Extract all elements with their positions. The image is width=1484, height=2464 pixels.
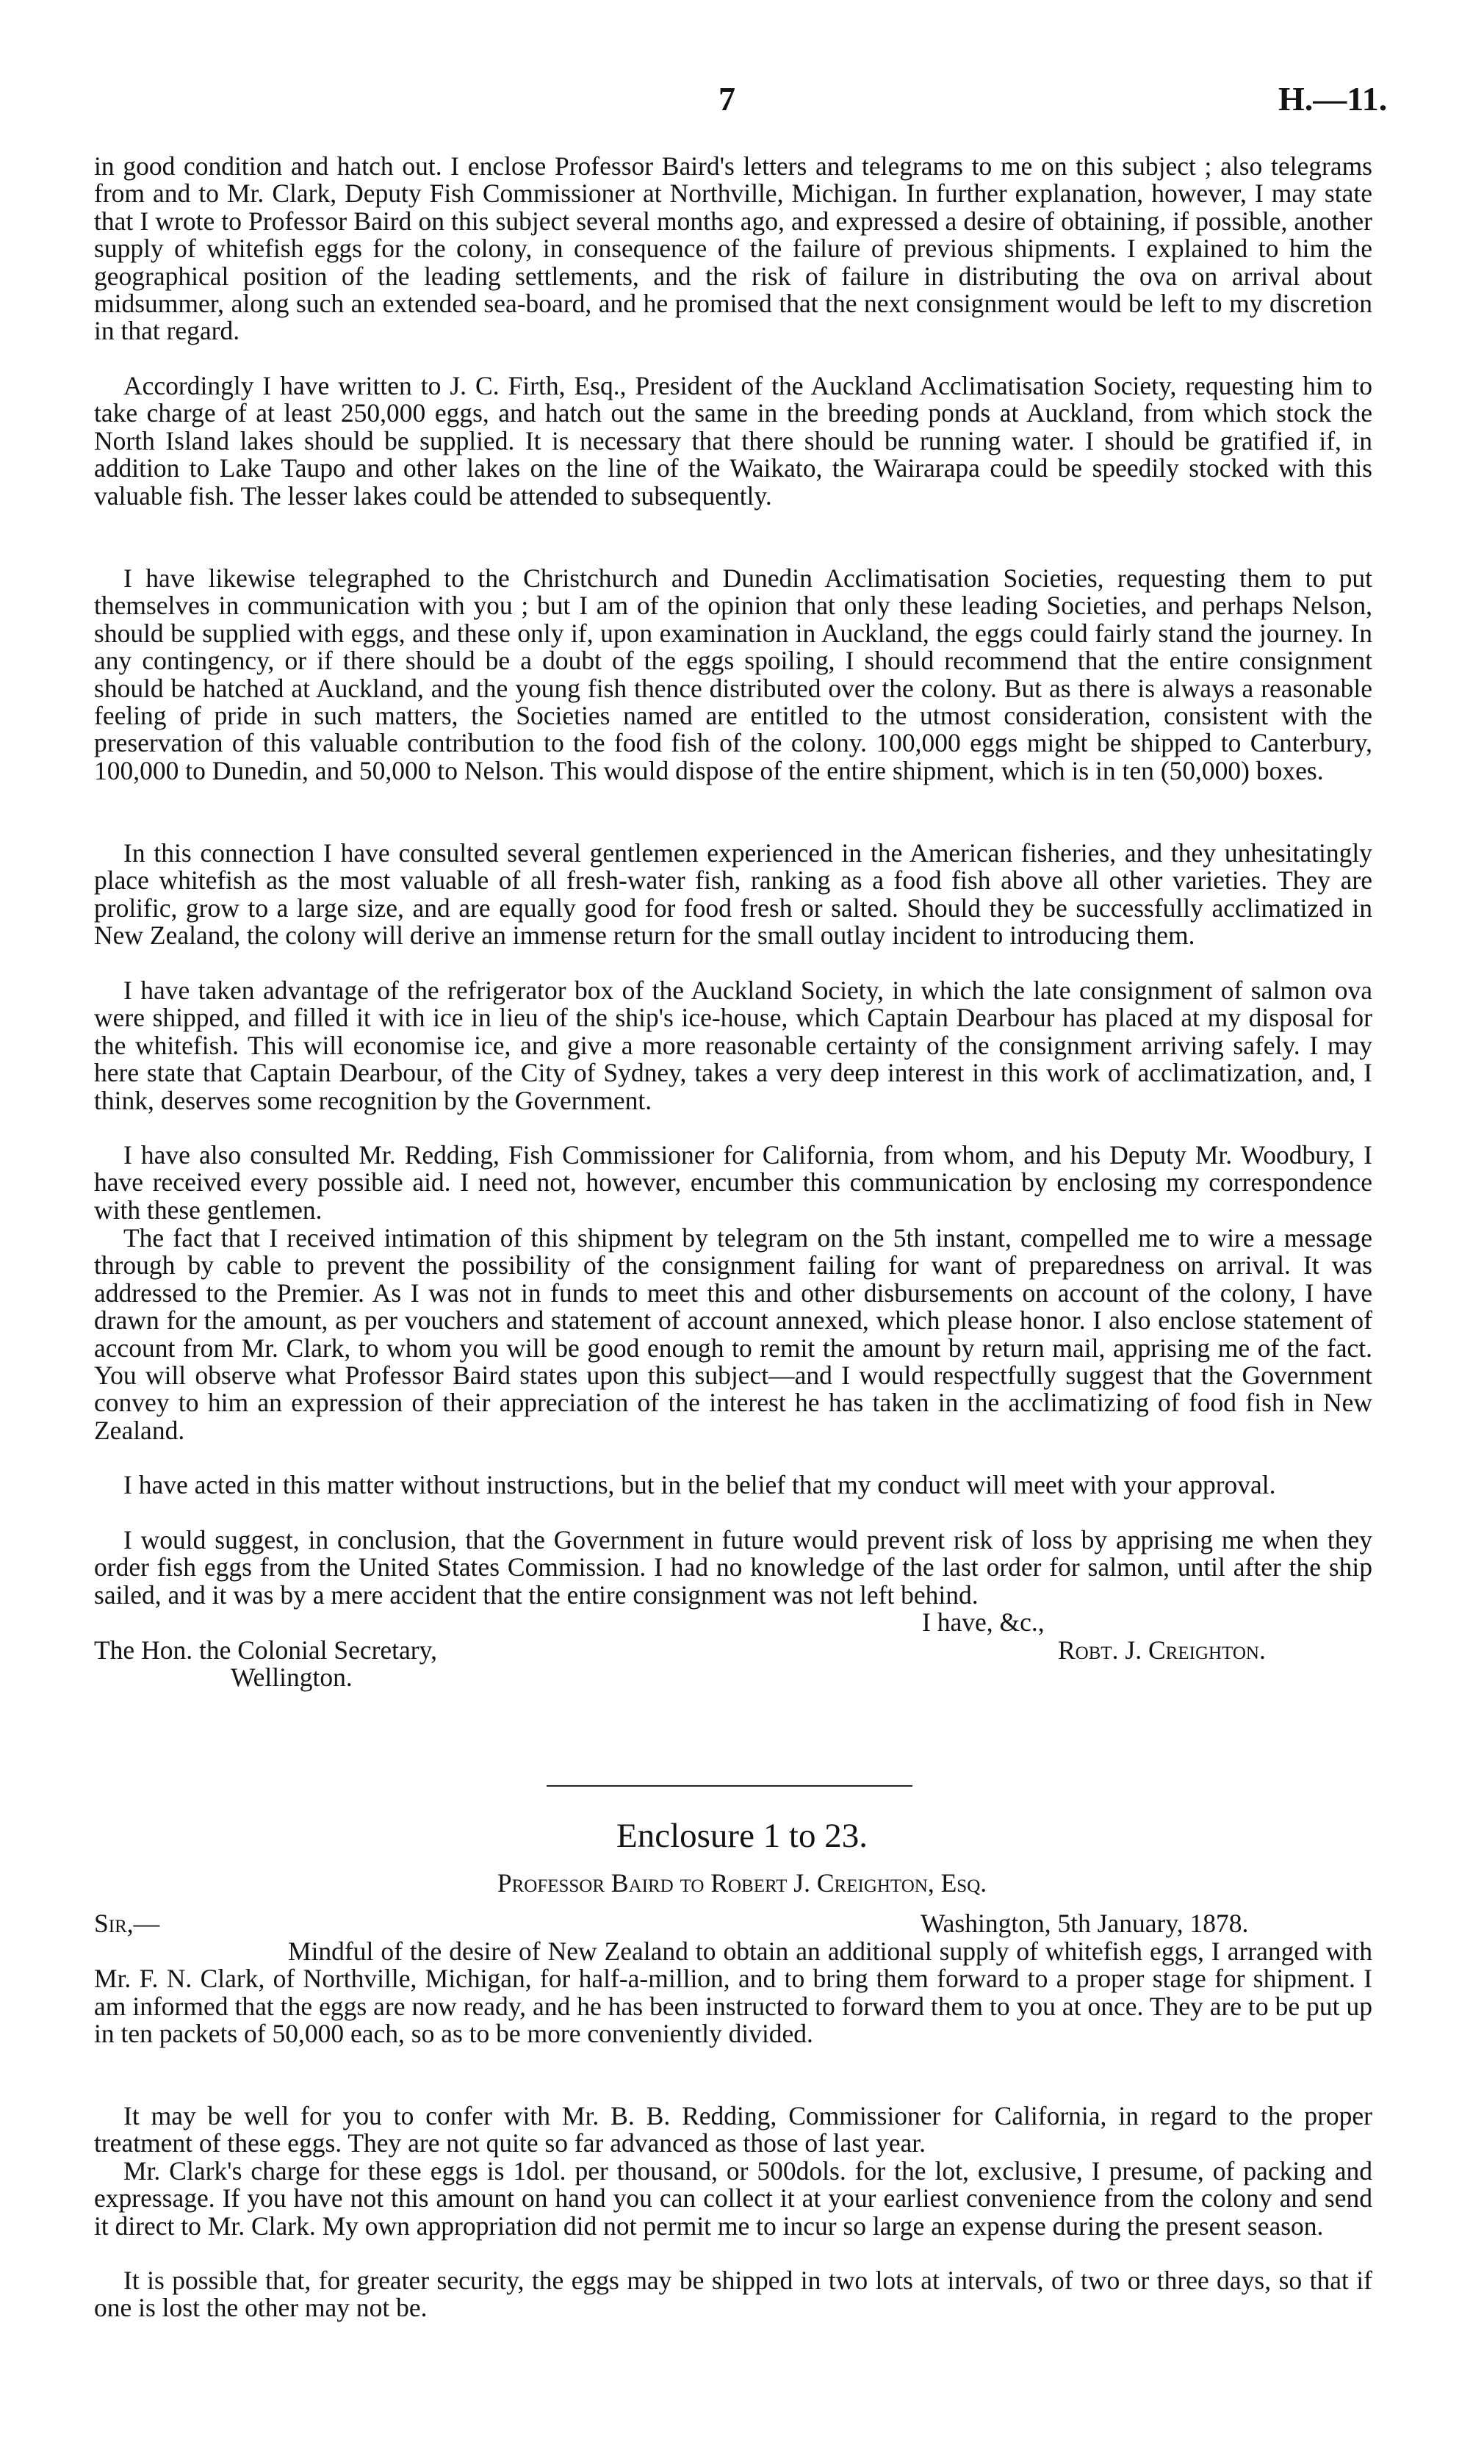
signature: Robt. J. Creighton. (1058, 1635, 1266, 1665)
addressee-city: Wellington. (231, 1663, 353, 1692)
closing-line: I have, &c., (922, 1607, 1045, 1637)
dateline: Washington, 5th January, 1878. (921, 1909, 1249, 1938)
letter-paragraph: In this connection I have consulted several gentlemen experienced in the American fisheries, and they unhesitatingly place whitefish as the most valuable of all fresh-water fish, ranking as a food fish above all other varieties. They are prolific, grow to a large size, and are equally good for food fresh or salted. Should they be successfully acclimatized in New Zealand, the colony will derive an immense return for the small outlay incident to introducing them. (94, 838, 1372, 951)
addressee: The Hon. the Colonial Secretary, (94, 1635, 437, 1665)
letter-paragraph: I have likewise telegraphed to the Christchurch and Dunedin Acclimatisation Societies, requesting them to put themselves in communication with you ; but I am of the opinion that only these leading Societies, and perhaps Nelson, should be supplied with eggs, and these only if, upon examination in Auckland, the eggs could fairly stand the journey. In any contingency, or if there should be a doubt of the eggs spoiling, I should recommend that the entire consignment should be hatched at Auckland, and the young fish thence distributed over the colony. But as there is always a reasonable feeling of pride in such matters, the Societies named are entitled to the utmost consideration, consistent with the preservation of this valuable contribution to the food fish of the colony. 100,000 eggs might be shipped to Canterbury, 100,000 to Dunedin, and 50,000 to Nelson. This would dispose of the entire shipment, which is in ten (50,000) boxes. (94, 563, 1372, 785)
enclosure-subtitle: Professor Baird to Robert J. Creighton, Esq. (497, 1868, 987, 1898)
enclosure-paragraph: Mr. Clark's charge for these eggs is 1dol. per thousand, or 500dols. for the lot, exclusive, I presume, of packing and expressage. If you have not this amount on hand you can collect it at your earliest convenience from the colony and send it direct to Mr. Clark. My own appropriation did not permit me to incur so large an expense during the present season. (94, 2156, 1372, 2241)
enclosure-paragraph: Mindful of the desire of New Zealand to obtain an additional supply of whitefish eggs, I arranged with Mr. F. N. Clark, of Northville, Michigan, for half-a-million, and to bring them forward to a proper stage for shipment. I am informed that the eggs are now ready, and he has been instructed to forward them to you at once. They are to be put up in ten packets of 50,000 each, so as to be more conveniently divided. (94, 1937, 1372, 2049)
letter-paragraph: I have also consulted Mr. Redding, Fish Commissioner for California, from whom, and his Deputy Mr. Woodbury, I have received every possible aid. I need not, however, encumber this communication by enclosing my correspondence with these gentlemen. (94, 1140, 1372, 1225)
enclosure-title: Enclosure 1 to 23. (616, 1817, 868, 1855)
letter-paragraph: The fact that I received intimation of this shipment by telegram on the 5th instant, compelled me to wire a message through by cable to prevent the possibility of the consignment failing for want of preparedness on arrival. It was addressed to the Premier. As I was not in funds to meet this and other disbursements on account of the colony, I have drawn for the amount, as per vouchers and statement of account annexed, which please honor. I also enclose statement of account from Mr. Clark, to whom you will be good enough to remit the amount by return mail, apprising me of the fact. You will observe what Professor Baird states upon this subject—and I would respectfully suggest that the Government convey to him an expression of their appreciation of the interest he has taken in the acclimatizing of food fish in New Zealand. (94, 1223, 1372, 1445)
salutation: Sir,— (94, 1909, 160, 1938)
letter-paragraph: Accordingly I have written to J. C. Firth, Esq., President of the Auckland Acclimatisation Society, requesting him to take charge of at least 250,000 eggs, and hatch out the same in the breeding ponds at Auckland, from which stock the North Island lakes should be supplied. It is necessary that there should be running water. I should be gratified if, in addition to Lake Taupo and other lakes on the line of the Waikato, the Wairarapa could be speedily stocked with this valuable fish. The lesser lakes could be attended to subsequently. (94, 371, 1372, 511)
enclosure-paragraph: It is possible that, for greater security, the eggs may be shipped in two lots at intervals, of two or three days, so that if one is lost the other may not be. (94, 2266, 1372, 2323)
section-divider (547, 1785, 912, 1787)
enclosure-paragraph: It may be well for you to confer with Mr. B. B. Redding, Commissioner for California, in regard to the proper treatment of these eggs. They are not quite so far advanced as those of last year. (94, 2101, 1372, 2158)
page-number: 7 (718, 80, 735, 118)
letter-paragraph: in good condition and hatch out. I enclose Professor Baird's letters and telegrams to me on this subject ; also telegrams from and to Mr. Clark, Deputy Fish Commissioner at Northville, Michigan. In further explanation, however, I may state that I wrote to Professor Baird on this subject several months ago, and expressed a desire of obtaining, if possible, another supply of whitefish eggs for the colony, in consequence of the failure of previous shipments. I explained to him the geographical position of the leading settlements, and the risk of failure in distributing the ova on arrival about midsummer, along such an extended sea-board, and he promised that the next consignment would be left to my discretion in that regard. (94, 151, 1372, 346)
letter-paragraph: I would suggest, in conclusion, that the Government in future would prevent risk of loss by apprising me when they order fish eggs from the United States Commission. I had no knowledge of the last order for salmon, until after the ship sailed, and it was by a mere accident that the entire consignment was not left behind. (94, 1525, 1372, 1610)
letter-paragraph: I have acted in this matter without instructions, but in the belief that my conduct will meet with your approval. (123, 1470, 1276, 1499)
document-reference: H.—11. (1278, 80, 1388, 118)
letter-paragraph: I have taken advantage of the refrigerator box of the Auckland Society, in which the late consignment of salmon ova were shipped, and filled it with ice in lieu of the ship's ice-house, which Captain Dearbour has placed at my disposal for the whitefish. This will economise ice, and give a more reasonable certainty of the consignment arriving safely. I may here state that Captain Dearbour, of the City of Sydney, takes a very deep interest in this work of acclimatization, and, I think, deserves some recognition by the Government. (94, 976, 1372, 1115)
